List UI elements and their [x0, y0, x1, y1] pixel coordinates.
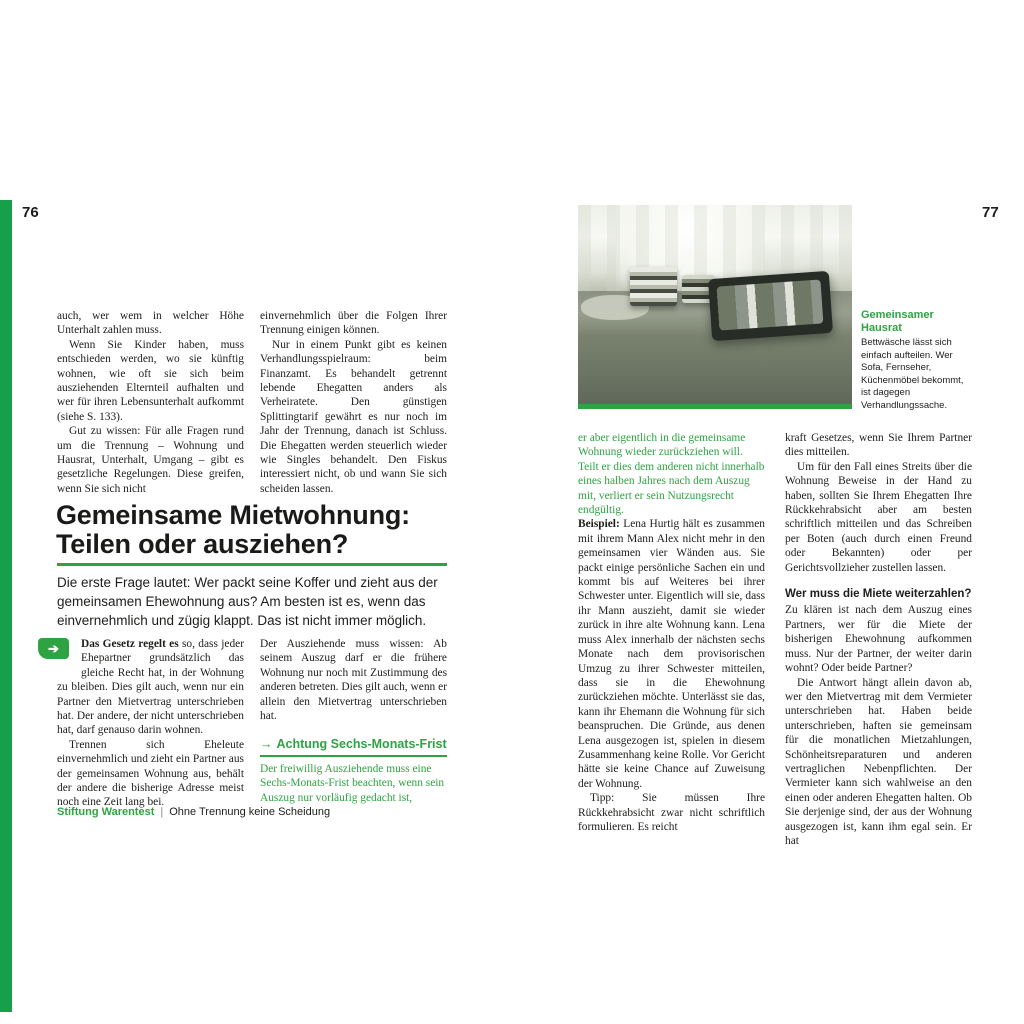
paragraph: Die Antwort hängt allein davon ab, wer den Mietvertrag mit dem Vermieter unterschrieben hat. Haben beide unterschrieben, haften sie gemeinsam für die monatlichen Mietzahlungen, Schönheitsreparaturen und anderen vertraglichen Nebenpflichten. Der Vermieter kann sich wahlweise an den einen oder anderen Ehegatten halten. Ob Sie derjenige sind, der aus der Wohnung ausgezogen ist, kann ihm egal sein. Er hat: [785, 676, 972, 847]
left-body-column-2: [260, 637, 447, 805]
photo-caption: [861, 309, 973, 412]
warning-box-heading: [260, 737, 447, 751]
running-footer: [57, 806, 330, 818]
headline-rule: [57, 563, 447, 566]
lead-paragraph: Die erste Frage lautet: Wer packt seine Koffer und zieht aus der gemeinsamen Ehewohnung aus? Am besten ist es, wenn das einvernehmlich und zügig klappt. Das ist nicht immer möglich.: [57, 575, 438, 628]
warning-box-text: Der freiwillig Ausziehende muss eine Sechs-Monats-Frist beachten, wenn sein Auszug nur vorläufig gedacht ist,: [260, 762, 445, 804]
right-body-column-1: [578, 431, 765, 834]
paragraph: [57, 637, 244, 738]
paragraph: einvernehmlich über die Folgen Ihrer Trennung einigen können.: [260, 310, 447, 337]
arrow-icon: →: [260, 737, 273, 752]
paragraph: kraft Gesetzes, wenn Sie Ihrem Partner dies mitteilen.: [785, 432, 972, 459]
paragraph: Trennen sich Eheleute einvernehmlich und zieht ein Partner aus der gemeinsamen Wohnung aus, behält der andere die bisherige Adresse meist noch eine Zeit lang bei.: [57, 738, 244, 809]
paragraph-text: Lena Hurtig hält es zusammen mit ihrem Mann Alex nicht mehr in den gemeinsamen vier Wänden aus. Sie packt einige persönliche Sachen ein und kommt bis auf Weiteres bei ihrer Schwester unter. Eigentlich will sie, dass ihr Mann auszieht, damit sie wieder zurück in ihre alte Wohnung kann. Lena muss Alex innerhalb der nächsten sechs Monate nach dem provisorischen Umzug zu ihrer Schwester mitteilen, dass sie in die Ehewohnung zurückziehen möchte. Unterlässt sie das, kann ihr Ehemann die Wohnung für sich beanspruchen. Die Gründe, aus denen Lena ausgezogen ist, spielen in diesem Zusammenhang keine Rolle. Vor Gericht hätte sie keine Chance auf Zuweisung der Wohnung.: [578, 518, 765, 790]
left-body-column-1: [57, 637, 244, 810]
folded-clothes-stack: [630, 267, 677, 307]
chapter-title-line1: Gemeinsame Mietwohnung:: [56, 500, 410, 530]
arrow-right-icon: ➔: [48, 640, 59, 656]
paragraph: Nur in einem Punkt gibt es keinen Verhandlungsspielraum: beim Finanzamt. Es behandelt getrennt lebende Ehegatten anders als Verheiratete. Den günstigen Splittingtarif gewährt es nur noch im Jahr der Trennung, danach ist Schluss. Die Ehegatten werden steuerlich wieder wie Singles behandelt. Den Fiskus interessiert nicht, ob und wann Sie sich scheiden lassen.: [260, 338, 447, 495]
paragraph: Tipp: Sie müssen Ihre Rückkehrabsicht zwar nicht schriftlich formulieren. Es reicht: [578, 792, 765, 833]
paragraph: auch, wer wem in welcher Höhe Unterhalt zahlen muss.: [57, 310, 244, 337]
green-continuation-text: er aber eigentlich in die gemeinsame Wohnung wieder zurückziehen will. Teilt er dies dem anderen nicht innerhalb eines halben Jahres nach dem Auszug mit, verliert er sein Nutzungsrecht endgültig.: [578, 432, 765, 517]
page-number-left: 76: [22, 204, 39, 221]
paragraph: Der Ausziehende muss wissen: Ab seinem Auszug darf er die frühere Wohnung nur noch mit Zustimmung des anderen betreten. Dies gilt auch, wenn er allein den Mietvertrag unterschrieben hat.: [260, 638, 447, 723]
footer-separator: |: [160, 806, 164, 818]
right-body-column-2: [785, 431, 972, 848]
section-heading: Wer muss die Miete weiterzahlen?: [785, 588, 972, 601]
chapter-title: [56, 501, 410, 559]
bold-lead-in: Beispiel:: [578, 518, 620, 531]
photo-caption-title: Gemeinsamer Hausrat: [861, 309, 934, 334]
paragraph: Zu klären ist nach dem Auszug eines Partners, wer für die Miete der bisherigen Ehewohnung aufkommen muss. Nur der Partner, der weiter darin wohnt? Oder beide Partner?: [785, 604, 972, 675]
warning-box-title: Achtung Sechs-Monats-Frist: [276, 737, 447, 752]
paragraph-text: so, dass jeder Ehepartner grundsätzlich das gleiche Recht hat, in der Wohnung zu bleiben. Dies gilt auch, wenn nur ein Partner den Mietvertrag unterschrieben hat. Der andere, der nicht unterschrieben hat, darf genauso darin wohnen.: [57, 638, 244, 737]
left-intro-column-1: [57, 309, 244, 496]
bedroom-suitcase-photo: [578, 205, 852, 404]
suitcase-contents: [716, 279, 823, 330]
spine-accent-bar: [0, 200, 12, 1012]
warning-box-rule: [260, 755, 447, 757]
paragraph: Gut zu wissen: Für alle Fragen rund um die Trennung – Wohnung und Hausrat, Unterhalt, Umgang – gibt es gesetzliche Regelungen. Diese greifen, wenn Sie sich nicht: [57, 425, 244, 495]
paragraph: Um für den Fall eines Streits über die Wohnung Beweise in der Hand zu haben, sollten Sie Ihrem Ehegatten Ihre Rückkehrabsicht aber am besten schriftlich mitteilen und das Schreiben per Boten (auch durch einen Freund oder Bekannten) oder per Gerichtsvollzieher zustellen lassen.: [785, 460, 972, 574]
chapter-title-line2: Teilen oder ausziehen?: [56, 529, 349, 559]
bold-lead-in: Das Gesetz regelt es: [81, 638, 179, 650]
photo-caption-text: Bettwäsche lässt sich einfach aufteilen. Wer Sofa, Fernseher, Küchenmöbel bekommt, ist dagegen Verhandlungssache.: [861, 337, 964, 411]
paragraph: [578, 517, 765, 791]
paragraph: Wenn Sie Kinder haben, muss entschieden werden, wo sie künftig wohnen, wie oft sie sich beim ausziehenden Elternteil aufhalten und wer für ihren Lebensunterhalt aufkommt (siehe S. 133).: [57, 338, 244, 423]
badge-spacer: [57, 637, 81, 667]
left-intro-column-2: [260, 309, 447, 496]
page-number-right: 77: [982, 204, 999, 221]
photo-accent-bar: [578, 404, 852, 409]
publisher-brand: Stiftung Warentest: [57, 806, 155, 818]
book-title: Ohne Trennung keine Scheidung: [169, 806, 331, 818]
